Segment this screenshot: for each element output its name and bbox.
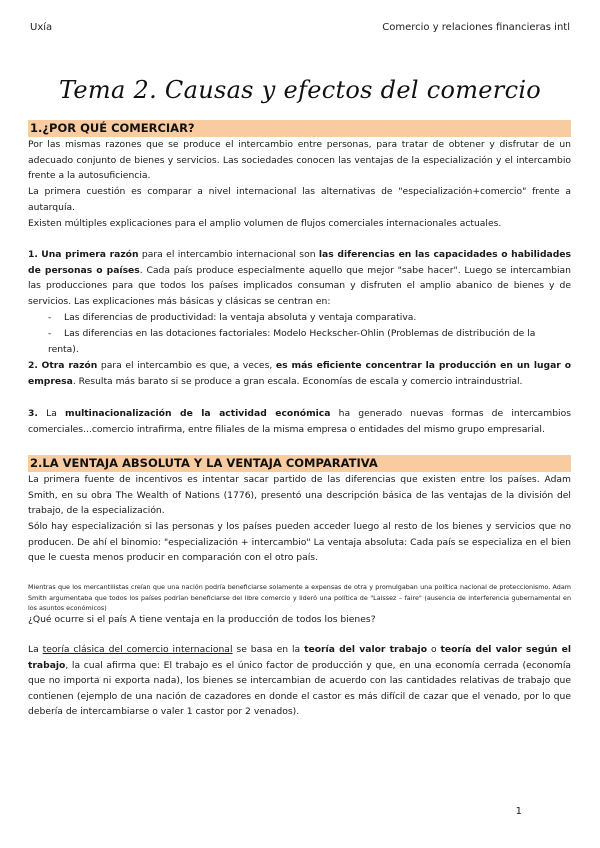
paragraph: La primera fuente de incentivos es intentar sacar partido de las diferencias que existen entre los países. Adam Smith, en su obra The Wealth of Nations (1776), presentó una descripción básica de las ventajas de la división del trabajo, de la especialización. xyxy=(28,474,571,517)
question-paragraph: ¿Qué ocurre si el país A tiene ventaja en la producción de todos los bienes? xyxy=(28,614,376,625)
header-subject: Comercio y relaciones financieras intl xyxy=(382,22,570,33)
list-item-text: Las diferencias de productividad: la ventaja absoluta y ventaja comparativa. xyxy=(64,312,417,323)
page-number: 1 xyxy=(515,806,522,817)
text-run: o xyxy=(427,644,441,655)
bold-text: es más eficiente concentrar la producción en un lugar o empresa xyxy=(28,360,572,387)
list-item xyxy=(48,326,568,357)
header-author: Uxía xyxy=(30,22,53,33)
paragraph: La primera cuestión es comparar a nivel internacional las alternativas de "especialización+comercio" frente a autarquía. xyxy=(28,186,571,213)
text-run: se basa en la xyxy=(232,644,305,655)
reason-2-paragraph xyxy=(28,358,571,389)
reason-1-paragraph xyxy=(28,247,571,309)
text-run: . Resulta más barato si se produce a gran escala. Economías de escala y comercio intraindustrial. xyxy=(72,375,523,387)
classical-theory-paragraph xyxy=(28,642,571,720)
text-run: , la cual afirma que: El trabajo es el único factor de producción y que, en una economía cerrada (economía que no importa ni exporta nada), los bienes se intercambian de acuerdo con las cantidades relativas de trabajo que contienen (ejemplo de una nación de cazadores en donde el castor es más difícil de cazar que el venado, por lo que debería de intercambiarse o valer 1 castor por 2 venados). xyxy=(28,659,571,718)
page-title: Tema 2. Causas y efectos del comercio xyxy=(58,76,542,104)
text-run: para el intercambio es que, a veces, xyxy=(97,360,276,371)
reason-number: 2. xyxy=(28,360,38,371)
paragraph: Existen múltiples explicaciones para el amplio volumen de flujos comerciales internacionales actuales. xyxy=(28,218,502,229)
bold-text: Una primera razón xyxy=(41,249,139,260)
list-item-text: Las diferencias en las dotaciones factoriales: Modelo Heckscher-Ohlin (Problemas de distribución de la renta). xyxy=(48,328,536,355)
bold-text: Otra razón xyxy=(41,360,98,371)
reason-3-paragraph xyxy=(28,406,571,437)
text-run: para el intercambio internacional son xyxy=(138,249,319,260)
section-heading-2: 2.LA VENTAJA ABSOLUTA Y LA VENTAJA COMPARATIVA xyxy=(28,455,571,472)
text-run: La xyxy=(37,408,66,419)
reason-number: 3. xyxy=(28,408,38,419)
text-run: . Cada país produce especialmente aquello que mejor "sabe hacer". Luego se intercambian las producciones para que todos los países implicados consuman y disfruten el amplio abanico de bienes y de servicios. Las explicaciones más básicas y clásicas se centran en: xyxy=(28,264,572,307)
underlined-text: teoría clásica del comercio internacional xyxy=(42,644,233,655)
paragraph: Por las mismas razones que se produce el intercambio entre personas, para tratar de obtener y disfrutar de un adecuado conjunto de bienes y servicios. Las sociedades conocen las ventajas de la especialización y el intercambio frente a la autosuficiencia. xyxy=(28,139,571,182)
list-item xyxy=(48,310,568,326)
bold-text: multinacionalización de la actividad económica xyxy=(65,408,331,419)
bold-text: teoría del valor según el trabajo xyxy=(28,644,571,671)
list-dash: - xyxy=(48,312,52,323)
note-paragraph: Mientras que los mercantilistas creían que una nación podría beneficiarse solamente a expensas de otra y promulgaban una política nacional de proteccionismo. Adam Smith argumentaba que todos los países podrían beneficiarse del libre comercio y lideró una política de "Laissez – faire" (ausencia de interferencia gubernamental en los asuntos económicos) xyxy=(28,583,571,613)
list-dash: - xyxy=(48,328,52,339)
paragraph: Sólo hay especialización si las personas y los países pueden acceder luego al resto de los bienes y servicios que no producen. De ahí el binomio: "especialización + intercambio" La ventaja absoluta: Cada país se especializa en el bien que le cuesta menos producir en comparación con el otro país. xyxy=(28,521,571,564)
section-heading-1: 1.¿POR QUÉ COMERCIAR? xyxy=(28,120,571,137)
text-run: La xyxy=(28,644,43,655)
text-run: ha generado nuevas formas de intercambios comerciales...comercio intrafirma, entre filiales de la misma empresa o entidades del mismo grupo empresarial. xyxy=(28,408,571,435)
bold-text: teoría del valor trabajo xyxy=(304,644,428,655)
bold-text: las diferencias en las capacidades o habilidades de personas o países xyxy=(28,249,571,276)
reason-number: 1. xyxy=(28,249,38,260)
